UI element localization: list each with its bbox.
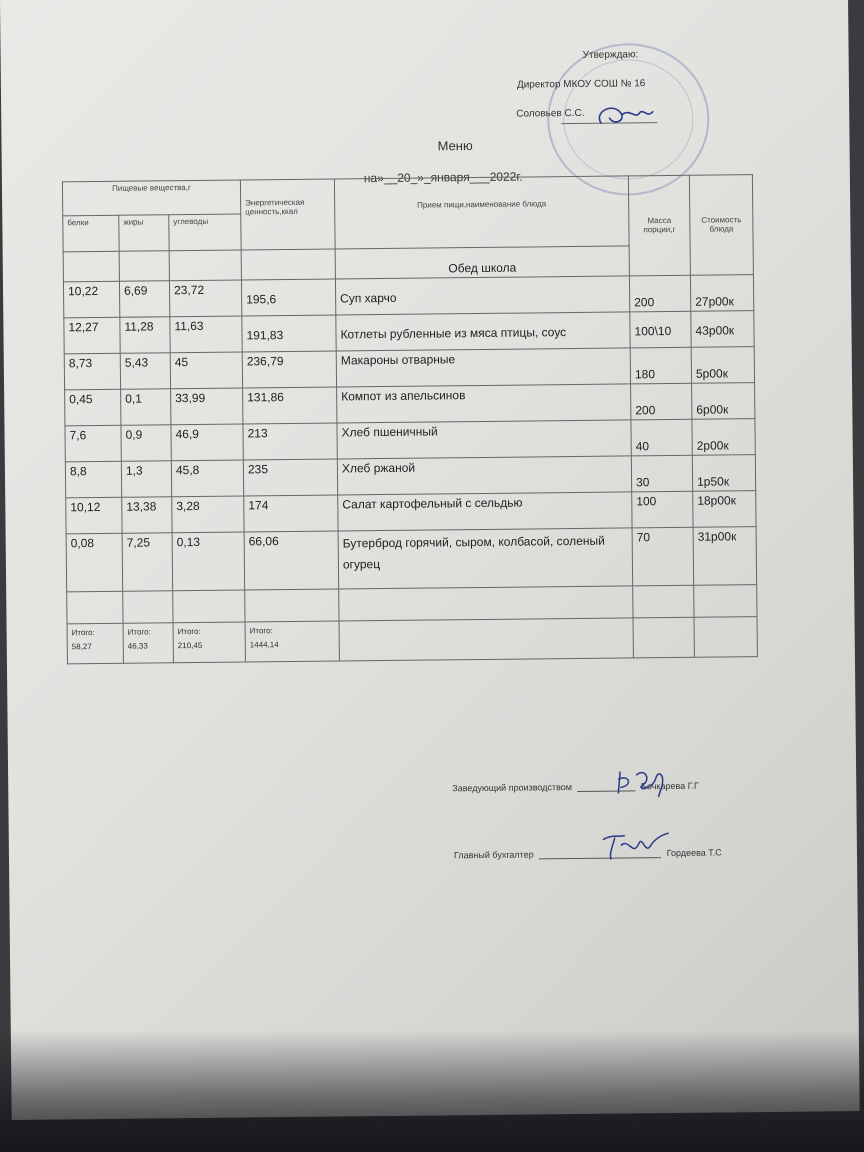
total-energy [245,621,339,662]
cell-mass: 180 [630,347,691,384]
cell-dish: Суп харчо [335,276,629,315]
background-shadow [0,1030,864,1152]
cell-fats: 11,28 [120,317,170,354]
cell-mass: 30 [631,455,692,492]
cell-dish: Макароны отварные [336,348,630,387]
cell-cost: 1р50к [692,455,755,492]
header-meal: Прием пищи,наименование блюда [334,176,629,249]
cell-carbs: 45,8 [171,460,243,497]
cell-cost: 31р00к [693,527,757,586]
cell-proteins: 0,08 [66,533,123,592]
cell-energy: 174 [244,495,338,532]
cell-energy: 191,83 [242,315,336,352]
production-signature [612,765,670,800]
cell-fats: 7,25 [122,533,173,592]
cell-proteins: 8,73 [64,353,120,390]
header-row-1 [62,175,752,216]
total-proteins [67,623,123,664]
cell-fats: 5,43 [120,353,170,390]
cell-proteins: 10,22 [63,281,119,318]
production-name: Бочкарева Г.Г [640,780,699,792]
cell-mass: 200 [631,383,692,420]
header-fats: жиры [119,215,169,252]
cell-energy: 235 [243,459,337,496]
cell-dish: Салат картофельный с сельдью [338,492,632,531]
cell-fats: 6,69 [119,281,169,318]
cell-mass: 100\10 [630,311,691,348]
cell-carbs: 3,28 [172,496,244,533]
cell-energy: 195,6 [241,279,335,316]
total-fats-value: 46,33 [127,641,148,651]
header-carbs: углеводы [169,214,241,251]
total-proteins-value: 58,27 [71,642,92,652]
header-proteins: белки [63,215,119,252]
totals-row [67,617,757,664]
cell-cost: 27р00к [690,275,753,312]
menu-title: Меню [437,138,473,154]
cell-carbs: 11,63 [170,316,242,353]
accountant-name: Гордеева Т.С [666,847,722,859]
accountant-signature [599,829,677,866]
menu-table [62,174,758,664]
cell-mass: 200 [629,275,690,312]
cell-carbs: 46,9 [171,424,243,461]
cell-proteins: 12,27 [64,317,120,354]
cell-proteins: 7,6 [65,425,121,462]
menu-date: на»__20_»_января___2022г. [363,169,523,186]
cell-fats: 13,38 [122,497,172,534]
cell-energy: 131,86 [243,387,337,424]
cell-cost: 6р00к [692,383,755,420]
cell-proteins: 10,12 [66,497,122,534]
cell-proteins: 0,45 [65,389,121,426]
cell-carbs: 33,99 [171,388,243,425]
cell-fats: 0,1 [121,389,171,426]
total-carbs-value: 210,45 [177,640,203,651]
section-title: Обед школа [335,246,629,279]
header-energy: Энергетическая ценность,ккал [240,179,335,250]
header-cost: Стоимость блюда [689,175,753,276]
cell-carbs: 0,13 [172,532,245,591]
total-label: Итого: [71,628,95,638]
cell-proteins: 8,8 [65,461,121,498]
total-label: Итого: [127,627,151,637]
cell-energy: 213 [243,423,337,460]
cell-energy: 66,06 [244,531,339,590]
cell-carbs: 23,72 [169,280,241,317]
production-label: Заведующий производством [452,782,572,794]
cell-fats: 0,9 [121,425,171,462]
cell-dish: Котлеты рубленные из мяса птицы, соус [336,312,630,351]
accountant-label: Главный бухгалтер [453,849,534,861]
cell-cost: 2р00к [692,419,755,456]
cell-cost: 18р00к [693,491,756,528]
chief-accountant-line [454,847,722,860]
cell-mass: 100 [632,491,693,528]
cell-carbs: 45 [170,352,242,389]
cell-dish: Хлеб пшеничный [337,420,631,459]
total-label: Итого: [249,626,273,636]
cell-mass: 70 [632,527,694,586]
approval-title: Утверждаю: [582,49,639,61]
cell-dish: Компот из апельсинов [337,384,631,423]
cell-cost: 43р00к [691,311,754,348]
cell-fats: 1,3 [121,461,171,498]
header-portion: Масса порции,г [628,175,690,276]
approval-director: Директор МКОУ СОШ № 16 [516,78,646,91]
cell-cost: 5р00к [691,347,754,384]
cell-dish: Бутерброд горячий, сыром, колбасой, соленый огурец [338,528,633,589]
director-signature [591,99,661,132]
table-row [66,527,757,592]
cell-energy: 236,79 [242,351,336,388]
total-fats [123,623,173,664]
total-carbs [173,622,245,663]
header-nutrients: Пищевые вещества,г [62,180,240,216]
approval-name: Соловьев С.С. [516,107,585,120]
total-label: Итого: [177,626,201,637]
cell-mass: 40 [631,419,692,456]
total-energy-value: 1444,14 [249,640,279,650]
cell-dish: Хлеб ржаной [337,456,631,495]
